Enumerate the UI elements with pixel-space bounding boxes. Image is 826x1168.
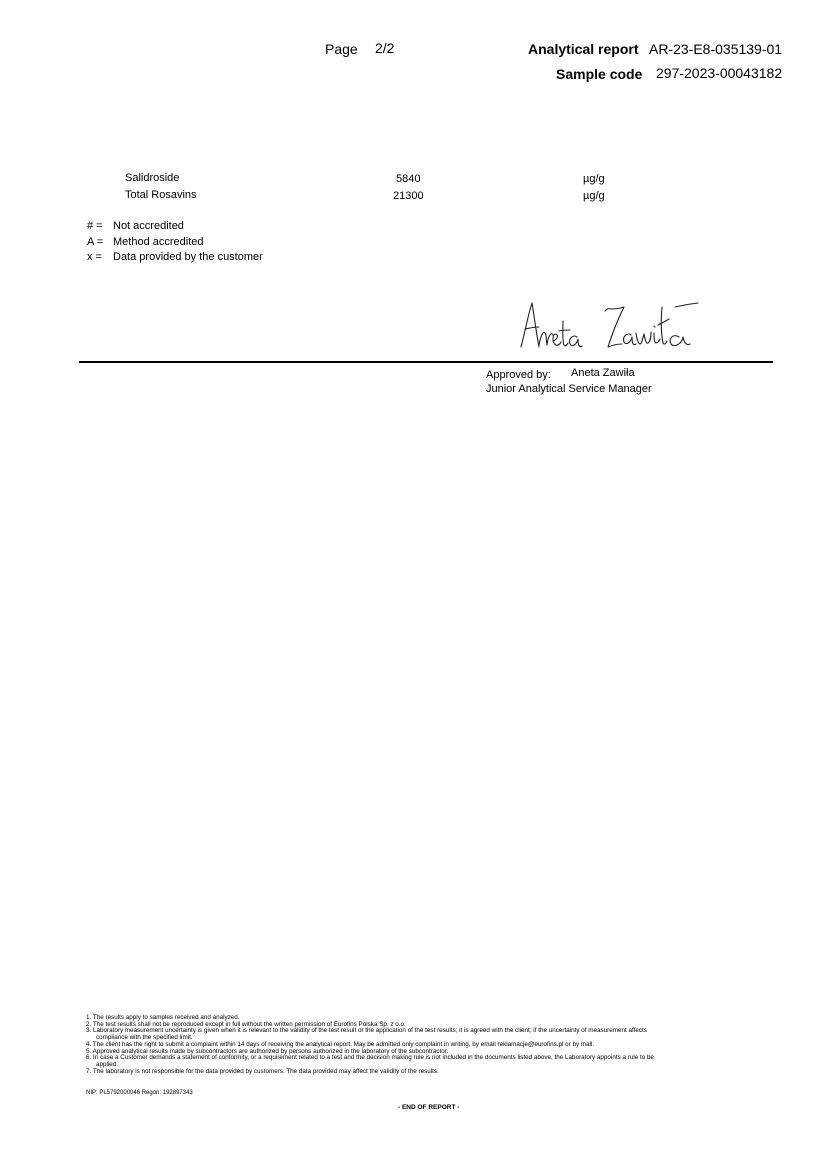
report-footnotes: [86, 1015, 786, 1075]
end-of-report: - END OF REPORT -: [398, 1104, 460, 1111]
signature-divider: [79, 361, 773, 363]
footnote: 5. Approved analytical results made by subcontractors are authorized by persons authorized in the laboratory of the subcontractor.: [86, 1047, 449, 1055]
footnote: 1. The results apply to samples received and analyzed.: [86, 1014, 240, 1021]
approved-by-label: Approved by:: [486, 369, 551, 381]
result-value: 5840: [396, 173, 421, 185]
footnote: 7. The laboratory is not responsible for the data provided by customers. The data provided may affect the validity of the results.: [86, 1067, 439, 1075]
footnote: 6. In case a Customer demands a statement of conformity, or a requirement related to a test and the decision making rule is not included in the documents listed above, the Laboratory appoints a rule to be: [86, 1054, 654, 1062]
footnote: compliance with the specified limit.: [96, 1034, 193, 1042]
approver-title: Junior Analytical Service Manager: [486, 383, 652, 395]
company-registration: NIP: PL5792000046 Regon: 192897343: [86, 1090, 193, 1096]
legend-text: Not accredited: [113, 220, 184, 232]
result-unit: µg/g: [583, 173, 605, 185]
report-label: Analytical report: [528, 41, 639, 57]
sample-code-label: Sample code: [556, 66, 643, 82]
footnote: 4. The client has the right to submit a complaint within 14 days of receiving the analytical report. May be admitted only complaint in writing, by email reklamacje@eurofins.pl or by mail.: [86, 1040, 595, 1048]
page-label: Page: [325, 41, 358, 57]
approver-name: Aneta Zawiła: [571, 367, 635, 379]
footnote: applied.: [96, 1060, 119, 1068]
page-number: 2/2: [375, 40, 395, 56]
footnote: 3. Laboratory measurement uncertainty is given when it is relevant to the validity of the test result or the application of the test results; it is agreed with the client; if the uncertainty of measurement affects: [86, 1027, 647, 1035]
legend-text: Method accredited: [113, 236, 204, 248]
handwritten-signature: [515, 297, 700, 357]
result-name: Total Rosavins: [125, 189, 197, 201]
footnote: 2. The test results shall not be reproduced except in full without the written permission of Eurofins Polska Sp. z o.o.: [86, 1020, 406, 1028]
legend-symbol: # =: [87, 220, 103, 232]
sample-code-value: 297-2023-00043182: [656, 65, 783, 81]
legend-text: Data provided by the customer: [113, 251, 263, 263]
result-name: Salidroside: [125, 172, 180, 184]
result-value: 21300: [393, 190, 424, 202]
result-unit: µg/g: [583, 190, 605, 202]
legend-symbol: x =: [87, 251, 102, 263]
report-number: AR-23-E8-035139-01: [649, 41, 783, 57]
legend-symbol: A =: [87, 236, 104, 248]
